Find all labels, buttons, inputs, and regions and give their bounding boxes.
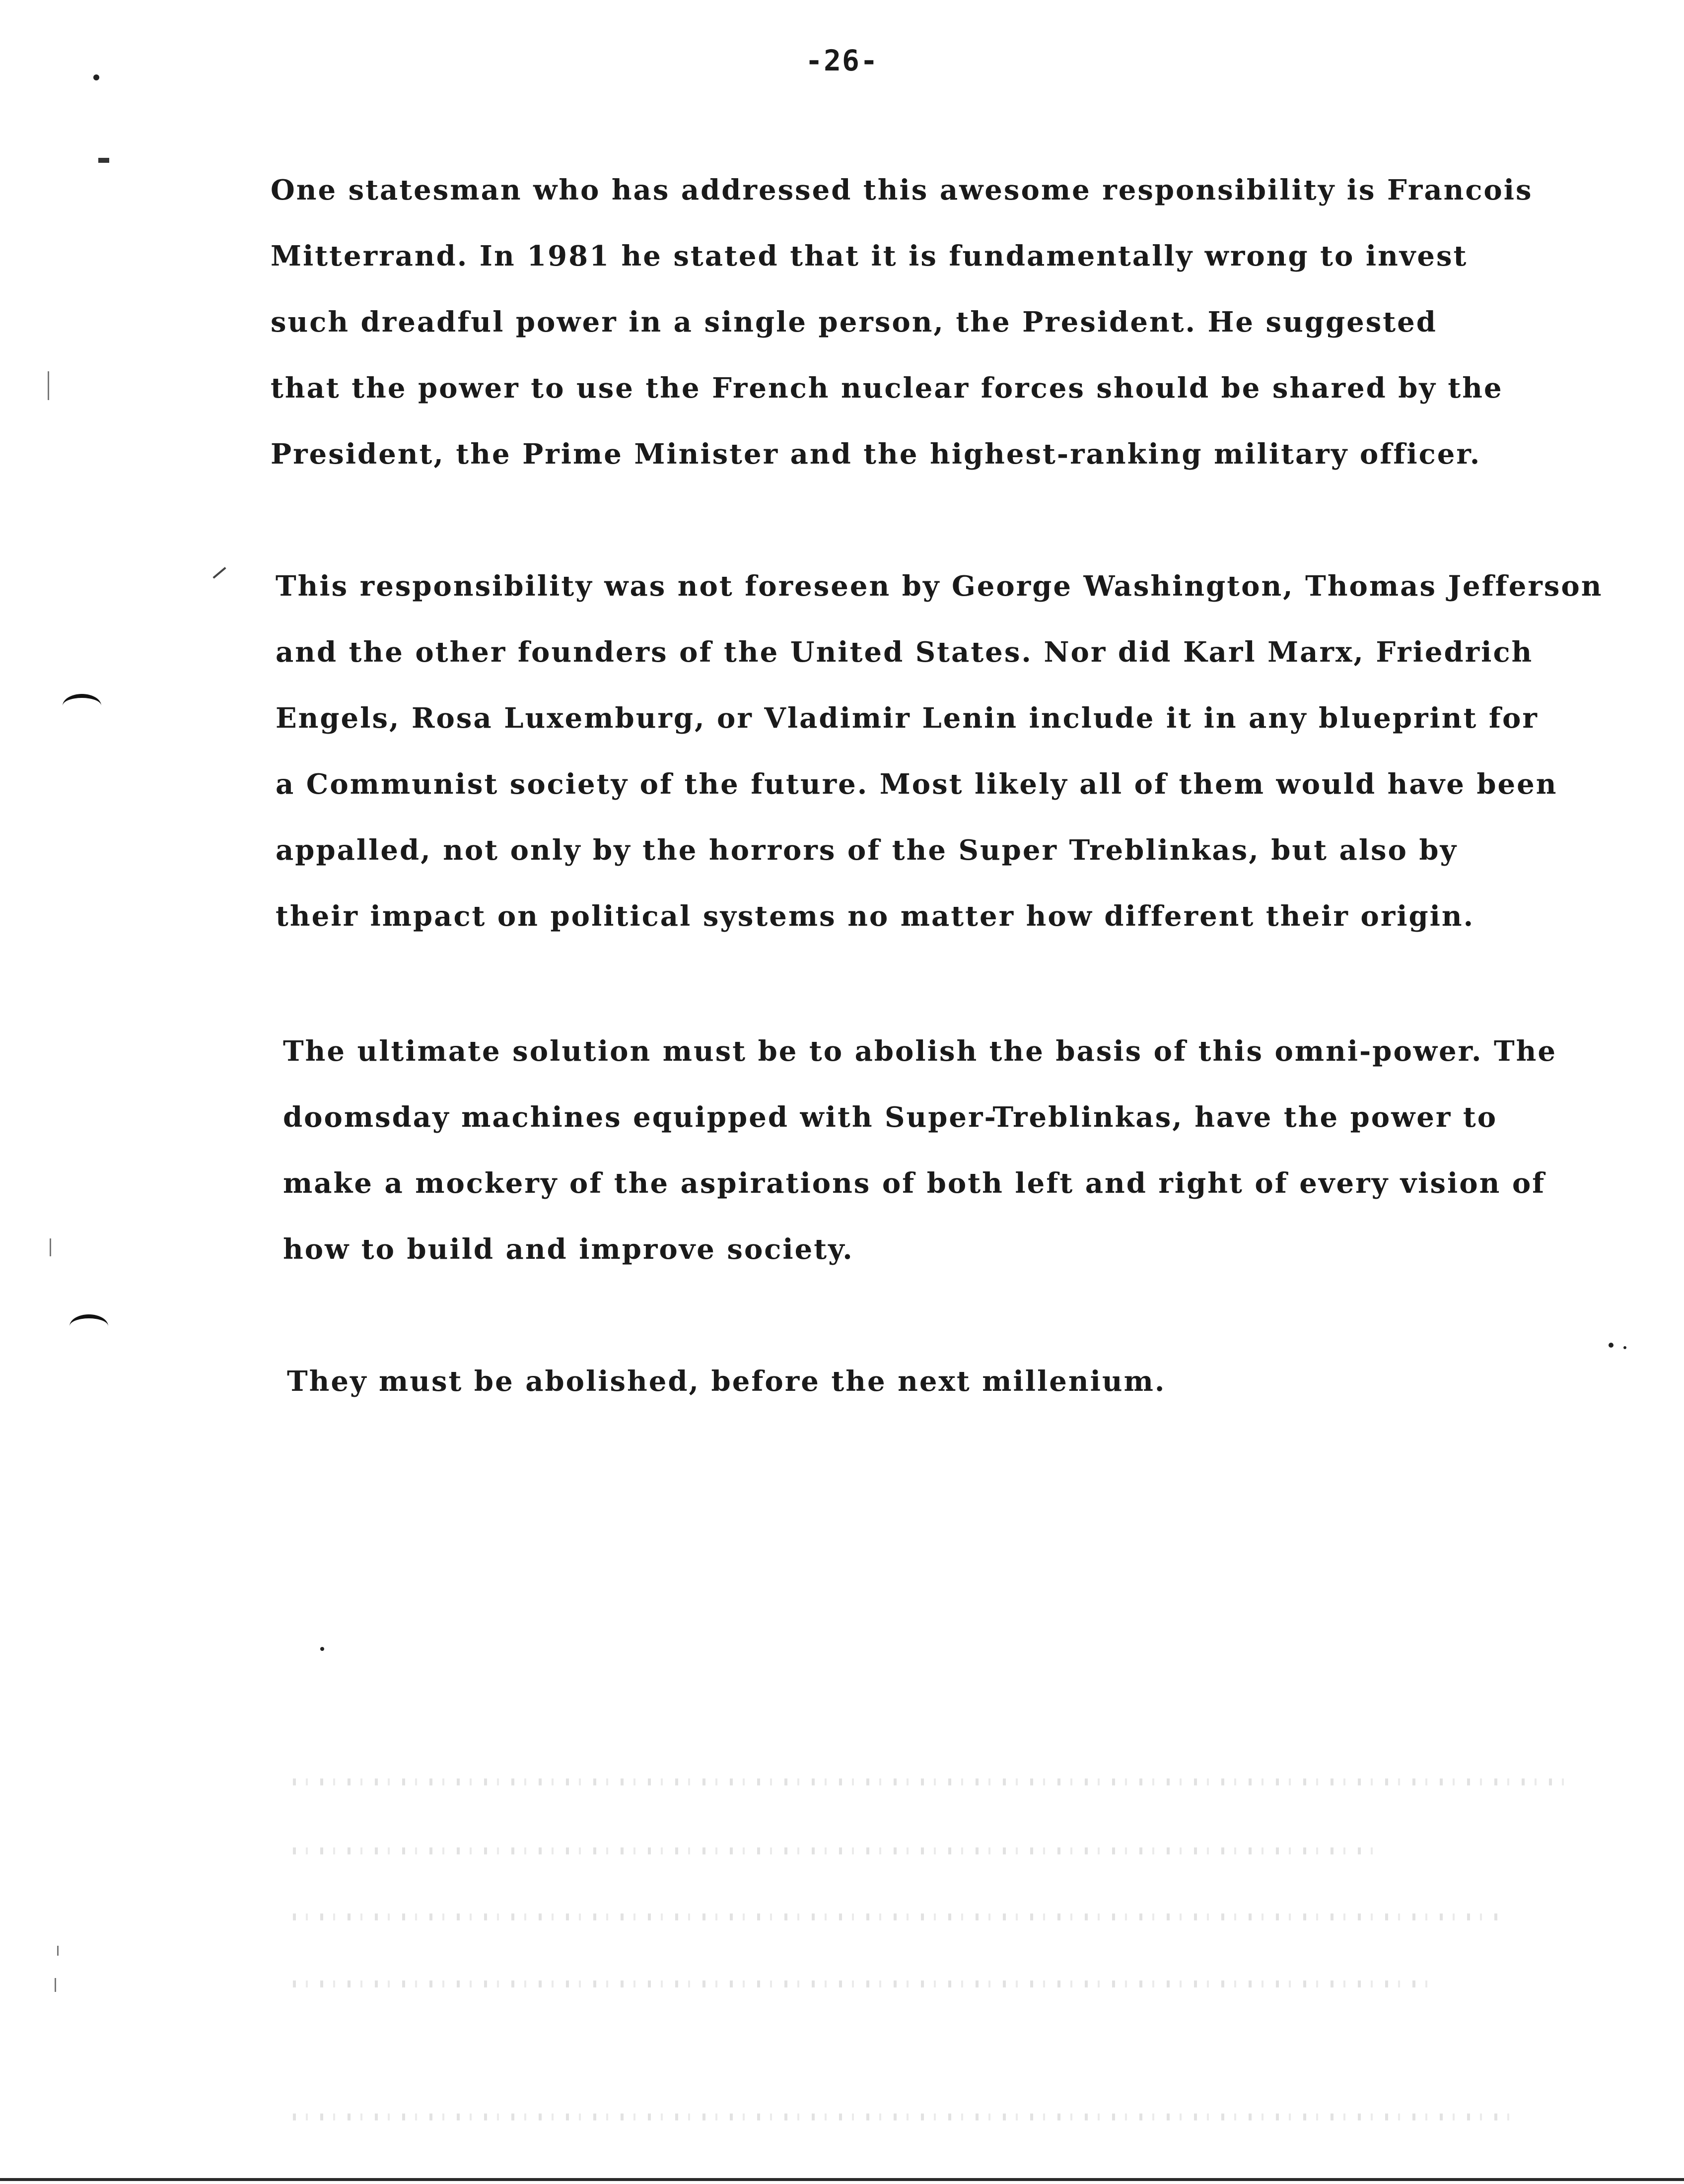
scan-speck — [320, 1647, 324, 1651]
text-line: that the power to use the French nuclear forces should be shared by the — [271, 372, 1503, 405]
punch-hole-mark — [63, 694, 101, 718]
text-line: They must be abolished, before the next millenium. — [287, 1365, 1166, 1398]
text-line: make a mockery of the aspirations of both left and right of every vision of — [283, 1167, 1546, 1200]
scan-speck — [55, 1978, 56, 1992]
text-line: a Communist society of the future. Most likely all of them would have been — [276, 768, 1558, 801]
scan-speck — [98, 158, 109, 163]
bleed-through-text — [293, 1778, 1574, 1785]
text-line: doomsday machines equipped with Super-Treblinkas, have the power to — [283, 1101, 1498, 1134]
scan-speck — [57, 1946, 59, 1956]
scan-speck — [212, 567, 226, 579]
text-line: Mitterrand. In 1981 he stated that it is fundamentally wrong to invest — [271, 240, 1468, 273]
text-line: The ultimate solution must be to abolish the basis of this omni-power. The — [283, 1035, 1557, 1068]
text-line: Engels, Rosa Luxemburg, or Vladimir Lenin include it in any blueprint for — [276, 702, 1539, 735]
punch-hole-mark — [70, 1314, 108, 1338]
text-line: appalled, not only by the horrors of the Super Treblinkas, but also by — [276, 834, 1458, 867]
scan-speck — [50, 1238, 51, 1256]
bleed-through-text — [293, 1913, 1499, 1920]
scan-speck — [93, 74, 99, 80]
text-line: One statesman who has addressed this awesome responsibility is Francois — [271, 174, 1533, 206]
page-bottom-edge — [0, 2178, 1684, 2181]
bleed-through-text — [293, 2114, 1509, 2120]
bleed-through-text — [293, 1980, 1435, 1987]
scan-speck — [1623, 1346, 1626, 1349]
text-line: This responsibility was not foreseen by George Washington, Thomas Jefferson — [276, 570, 1603, 603]
text-line: and the other founders of the United States. Nor did Karl Marx, Friedrich — [276, 636, 1534, 669]
scan-speck — [1609, 1343, 1614, 1348]
bleed-through-text — [293, 1847, 1385, 1854]
text-line: how to build and improve society. — [283, 1233, 854, 1266]
scan-speck — [48, 371, 49, 400]
text-line: President, the Prime Minister and the highest-ranking military officer. — [271, 438, 1481, 471]
text-line: their impact on political systems no matter how different their origin. — [276, 900, 1475, 933]
text-line: such dreadful power in a single person, the President. He suggested — [271, 306, 1437, 339]
page-number: -26- — [805, 44, 879, 77]
